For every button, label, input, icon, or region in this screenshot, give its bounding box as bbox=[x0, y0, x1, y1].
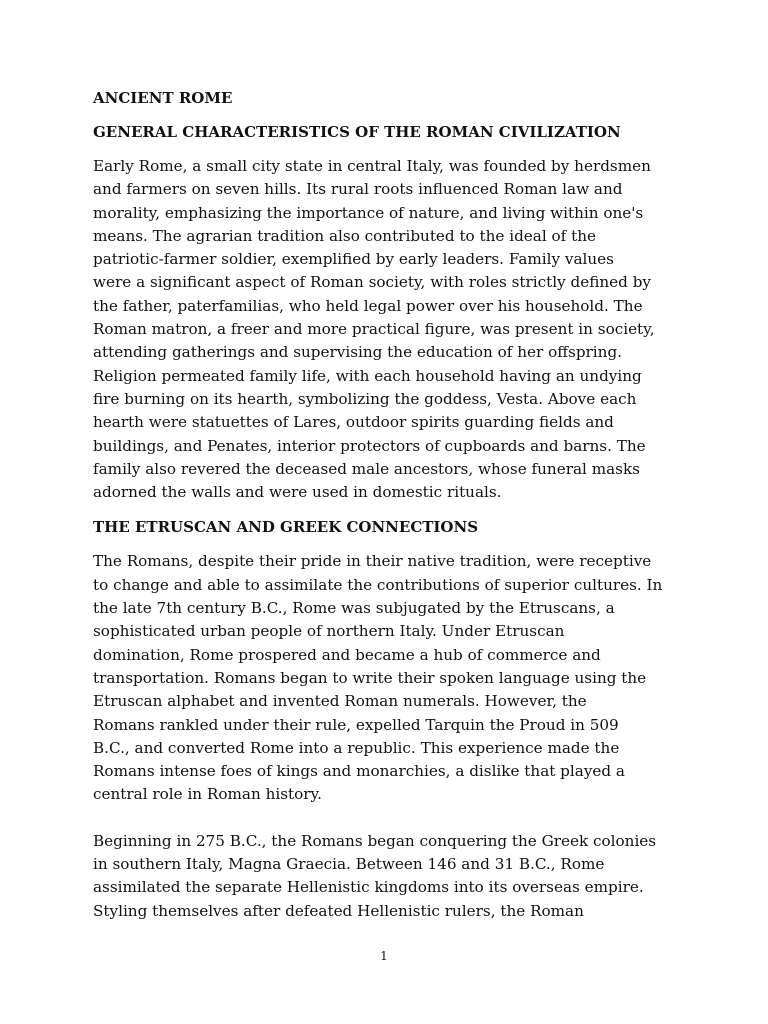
paragraph-etruscan: The Romans, despite their pride in their native tradition, were receptive to change and able to assimilate the contributions of superior cultures. In the late 7th century B.C., Rome was subjugated by the Etruscans, a sophisticated urban people of northern Italy. Under Etruscan domination, Rome prospered and became a hub of commerce and transportation. Romans began to write their spoken language using the Etruscan alphabet and invented Roman numerals. However, the Romans rankled under their rule, expelled Tarquin the Proud in 509 B.C., and converted Rome into a republic. This experience made the Romans intense foes of kings and monarchies, a dislike that played a central role in Roman history. bbox=[93, 552, 663, 804]
page-number: 1 bbox=[380, 949, 388, 963]
paragraph-greek: Beginning in 275 B.C., the Romans began conquering the Greek colonies in southern Italy, Magna Graecia. Between 146 and 31 B.C., Rome assimilated the separate Hellenistic kingdoms into its overseas empire. Styling themselves after defeated Hellenistic rulers, the Roman bbox=[93, 831, 657, 920]
section-heading-etruscan-greek: THE ETRUSCAN AND GREEK CONNECTIONS bbox=[93, 518, 479, 537]
document-page bbox=[93, 87, 683, 923]
paragraph-early-rome: Early Rome, a small city state in central Italy, was founded by herdsmen and farmers on seven hills. Its rural roots influenced Roman law and morality, emphasizing the importance of nature, and living within one's means. The agrarian tradition also contributed to the ideal of the patriotic-farmer soldier, exemplified by early leaders. Family values were a significant aspect of Roman society, with roles strictly defined by the father, paterfamilias, who held legal power over his household. The Roman matron, a freer and more practical figure, was present in society, attending gatherings and supervising the education of her offspring. Religion permeated family life, with each household having an undying fire burning on its hearth, symbolizing the goddess, Vesta. Above each hearth were statuettes of Lares, outdoor spirits guarding fields and buildings, and Penates, interior protectors of cupboards and barns. The family also revered the deceased male ancestors, whose funeral masks adorned the walls and were used in domestic rituals. bbox=[93, 157, 655, 502]
document-title: ANCIENT ROME bbox=[93, 89, 233, 107]
section-heading-general-characteristics: GENERAL CHARACTERISTICS OF THE ROMAN CIVILIZATION bbox=[93, 123, 621, 141]
